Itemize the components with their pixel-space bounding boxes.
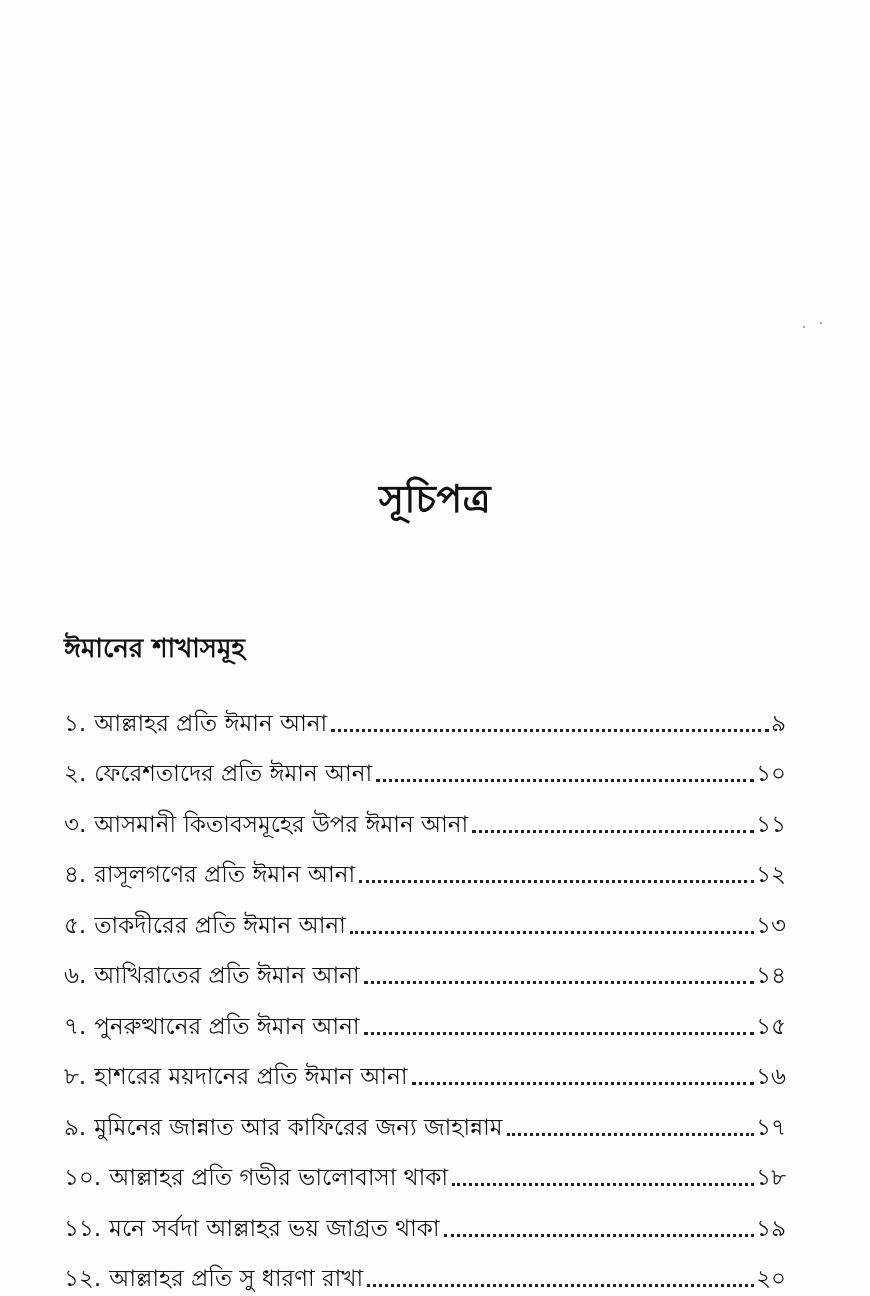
- dot-leader: [359, 880, 754, 883]
- toc-entry: [64, 1246, 786, 1296]
- entry-title: ফেরেশতাদের প্রতি ঈমান আনা: [94, 757, 372, 791]
- entry-page-number: ১৪: [756, 959, 786, 993]
- entry-number: ৭.: [64, 1010, 86, 1044]
- page-title: সূচিপত্র: [0, 470, 870, 534]
- toc-entry: [64, 1145, 786, 1196]
- scan-speck: [803, 326, 805, 328]
- toc-entry: [64, 892, 786, 943]
- entry-page-number: ১১: [756, 808, 786, 842]
- toc-entry: [64, 791, 786, 842]
- dot-leader: [376, 779, 754, 782]
- section-heading: ঈমানের শাখাসমূহ: [64, 628, 245, 672]
- toc-entry: [64, 1195, 786, 1246]
- entry-title: মুমিনের জান্নাত আর কাফিরের জন্য জাহান্নাম: [94, 1111, 502, 1145]
- toc-entry: [64, 741, 786, 792]
- entry-title: আসমানী কিতাবসমূহের উপর ঈমান আনা: [94, 808, 468, 842]
- entry-page-number: ১৩: [756, 909, 786, 943]
- entry-number: ৫.: [64, 909, 86, 943]
- entry-title: আল্লাহর প্রতি সু ধারণা রাখা: [109, 1262, 363, 1296]
- entry-page-number: ১৫: [756, 1010, 786, 1044]
- entry-title: পুনরুত্থানের প্রতি ঈমান আনা: [94, 1010, 359, 1044]
- entry-title: রাসূলগণের প্রতি ঈমান আনা: [94, 858, 355, 892]
- entry-number: ১১.: [64, 1212, 101, 1246]
- table-of-contents: [64, 690, 786, 1296]
- entry-page-number: ১০: [756, 757, 786, 791]
- entry-page-number: ১৯: [756, 1212, 786, 1246]
- entry-number: ১২.: [64, 1262, 101, 1296]
- entry-number: ১০.: [64, 1161, 101, 1195]
- dot-leader: [444, 1234, 755, 1237]
- toc-entry: [64, 842, 786, 893]
- dot-leader: [367, 1284, 754, 1287]
- toc-entry: [64, 993, 786, 1044]
- entry-title: আখিরাতের প্রতি ঈমান আনা: [94, 959, 359, 993]
- dot-leader: [452, 1183, 754, 1186]
- scan-speck: [820, 322, 822, 324]
- entry-number: ৩.: [64, 808, 86, 842]
- entry-title: আল্লাহর প্রতি ঈমান আনা: [94, 707, 327, 741]
- toc-entry: [64, 1094, 786, 1145]
- toc-entry: [64, 943, 786, 994]
- entry-number: ২.: [64, 757, 86, 791]
- entry-title: হাশরের ময়দানের প্রতি ঈমান আনা: [94, 1060, 407, 1094]
- toc-entry: [64, 1044, 786, 1095]
- entry-number: ৪.: [64, 858, 86, 892]
- dot-leader: [364, 1032, 755, 1035]
- dot-leader: [412, 1082, 755, 1085]
- entry-title: আল্লাহর প্রতি গভীর ভালোবাসা থাকা: [109, 1161, 448, 1195]
- dot-leader: [472, 830, 754, 833]
- entry-page-number: ১৭: [756, 1111, 786, 1145]
- entry-page-number: ১৮: [756, 1161, 786, 1195]
- entry-page-number: ১২: [756, 858, 786, 892]
- entry-number: ৮.: [64, 1060, 86, 1094]
- entry-number: ১.: [64, 707, 86, 741]
- entry-number: ৯.: [64, 1111, 86, 1145]
- toc-entry: [64, 690, 786, 741]
- dot-leader: [507, 1133, 755, 1136]
- dot-leader: [331, 729, 769, 732]
- entry-page-number: ২০: [756, 1262, 786, 1296]
- entry-page-number: ৯: [771, 707, 786, 741]
- entry-number: ৬.: [64, 959, 86, 993]
- entry-page-number: ১৬: [756, 1060, 786, 1094]
- dot-leader: [350, 931, 754, 934]
- dot-leader: [364, 981, 755, 984]
- entry-title: মনে সর্বদা আল্লাহর ভয় জাগ্রত থাকা: [109, 1212, 439, 1246]
- entry-title: তাকদীরের প্রতি ঈমান আনা: [94, 909, 346, 943]
